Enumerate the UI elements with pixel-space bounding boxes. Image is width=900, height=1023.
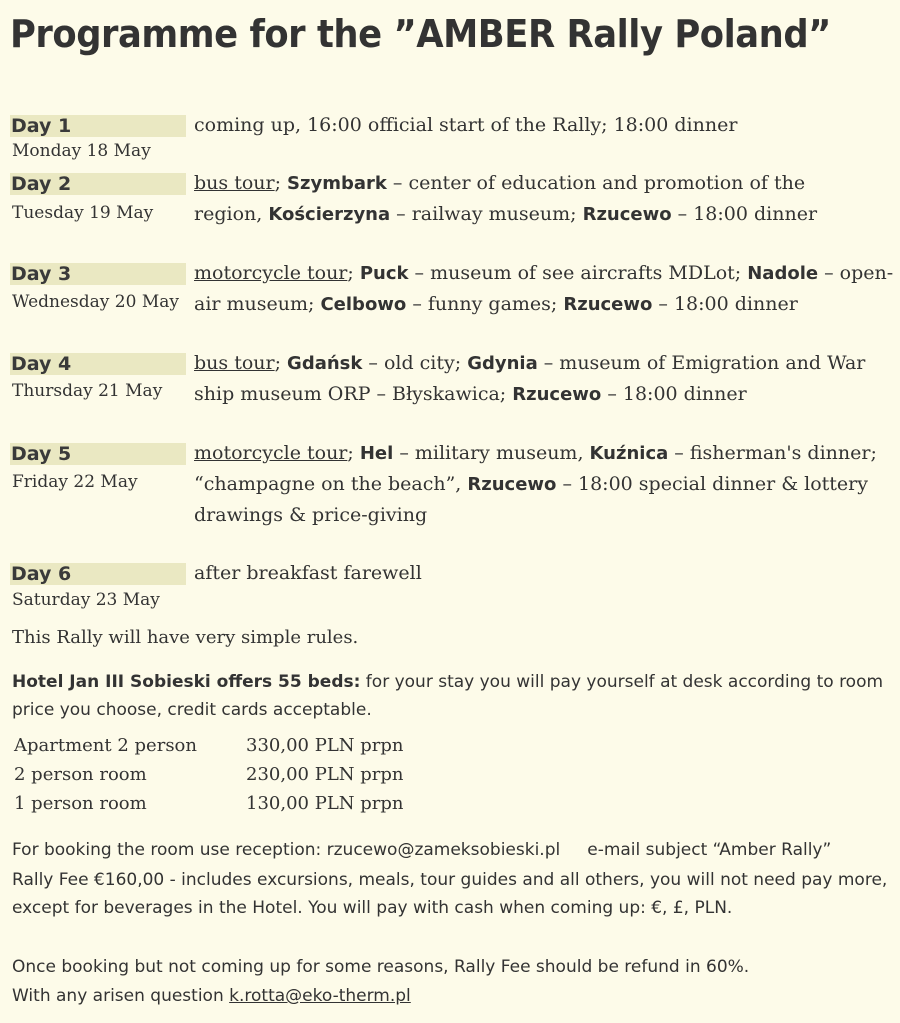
description-text: – museum of Emigration and War ship museum ORP – Błyskawica; [194, 352, 866, 405]
day-description [194, 258, 894, 320]
place-name: Szymbark [287, 173, 387, 194]
day-label: Day 1 [10, 115, 186, 137]
hotel-lead: Hotel Jan III Sobieski offers 55 beds: [12, 672, 361, 692]
price-row [14, 731, 514, 760]
room-price: 130,00 PLN prpn [246, 793, 404, 814]
page-title: Programme for the ”AMBER Rally Poland” [10, 12, 831, 56]
place-name: Gdańsk [287, 353, 363, 374]
day-date: Saturday 23 May [12, 590, 160, 610]
description-text: – center of education and promotion of the region, [194, 172, 806, 225]
place-name: Kuźnica [589, 443, 669, 464]
description-text: ; [347, 262, 360, 284]
description-text: – 18:00 dinner [652, 293, 798, 315]
question-text: With any arisen question [12, 986, 230, 1006]
description-text: ; [347, 442, 360, 464]
place-name: Kościerzyna [268, 204, 391, 225]
description-text: – railway museum; [390, 203, 583, 225]
description-text: – 18:00 special dinner & lottery drawings & price-giving [194, 473, 868, 526]
refund-text: Once booking but not coming up for some reasons, Rally Fee should be refund in 60%. [12, 957, 750, 977]
description-text: after breakfast farewell [194, 562, 422, 584]
tour-type: bus tour [194, 352, 275, 374]
place-name: Rzucewo [512, 384, 602, 405]
room-type: 2 person room [14, 764, 147, 785]
day-description [194, 558, 894, 588]
room-type: Apartment 2 person [14, 735, 197, 756]
contact-email-link[interactable]: k.rotta@eko-therm.pl [229, 986, 411, 1006]
day-label: Day 5 [10, 443, 186, 465]
description-text: coming up, 16:00 official start of the Rally; 18:00 dinner [194, 114, 738, 136]
booking-text: For booking the room use reception: rzucewo@zameksobieski.pl e-mail subject “Amber Rally” [12, 840, 832, 860]
rules-text: This Rally will have very simple rules. [12, 627, 359, 648]
price-list [14, 731, 514, 818]
description-text: – funny games; [406, 293, 564, 315]
day-description [194, 110, 894, 140]
description-text: – 18:00 dinner [671, 203, 818, 225]
place-name: Rzucewo [563, 294, 653, 315]
hotel-info [12, 668, 897, 724]
place-name: Hel [359, 443, 394, 464]
room-type: 1 person room [14, 793, 147, 814]
day-date: Tuesday 19 May [12, 203, 154, 223]
description-text: – 18:00 dinner [601, 383, 747, 405]
place-name: Puck [359, 263, 409, 284]
description-text: – museum of see aircrafts MDLot; [408, 262, 748, 284]
day-label: Day 6 [10, 563, 186, 585]
room-price: 230,00 PLN prpn [246, 764, 404, 785]
description-text: – military museum, [393, 442, 590, 464]
room-price: 330,00 PLN prpn [246, 735, 404, 756]
place-name: Gdynia [467, 353, 538, 374]
day-date: Friday 22 May [12, 472, 138, 492]
tour-type: bus tour [194, 172, 275, 194]
price-row [14, 789, 514, 818]
place-name: Rzucewo [582, 204, 672, 225]
day-description [194, 438, 894, 530]
description-text: ; [274, 352, 288, 374]
description-text: – old city; [362, 352, 468, 374]
tour-type: motorcycle tour [194, 262, 348, 284]
day-date: Thursday 21 May [12, 381, 163, 401]
day-label: Day 3 [10, 263, 186, 285]
place-name: Nadole [747, 263, 819, 284]
place-name: Celbowo [320, 294, 407, 315]
tour-type: motorcycle tour [194, 442, 348, 464]
place-name: Rzucewo [467, 474, 557, 495]
day-date: Wednesday 20 May [12, 292, 179, 312]
price-row [14, 760, 514, 789]
hotel-text: for your stay you will pay yourself at desk according to room price you choose, credit cards acceptable. [12, 672, 884, 720]
question-line [12, 982, 897, 1010]
day-label: Day 4 [10, 353, 186, 375]
description-text: – open-air museum; [194, 262, 894, 315]
day-label: Day 2 [10, 173, 186, 195]
day-description [194, 168, 854, 230]
day-date: Monday 18 May [12, 141, 151, 161]
rally-fee-text: Rally Fee €160,00 - includes excursions, meals, tour guides and all others, you will not need pay more, except for beverages in the Hotel. You will pay with cash when coming up: €, £, PLN. [12, 870, 888, 918]
day-description [194, 348, 874, 410]
description-text: ; [274, 172, 288, 194]
description-text: – fisherman's dinner; “champagne on the beach”, [194, 442, 877, 495]
